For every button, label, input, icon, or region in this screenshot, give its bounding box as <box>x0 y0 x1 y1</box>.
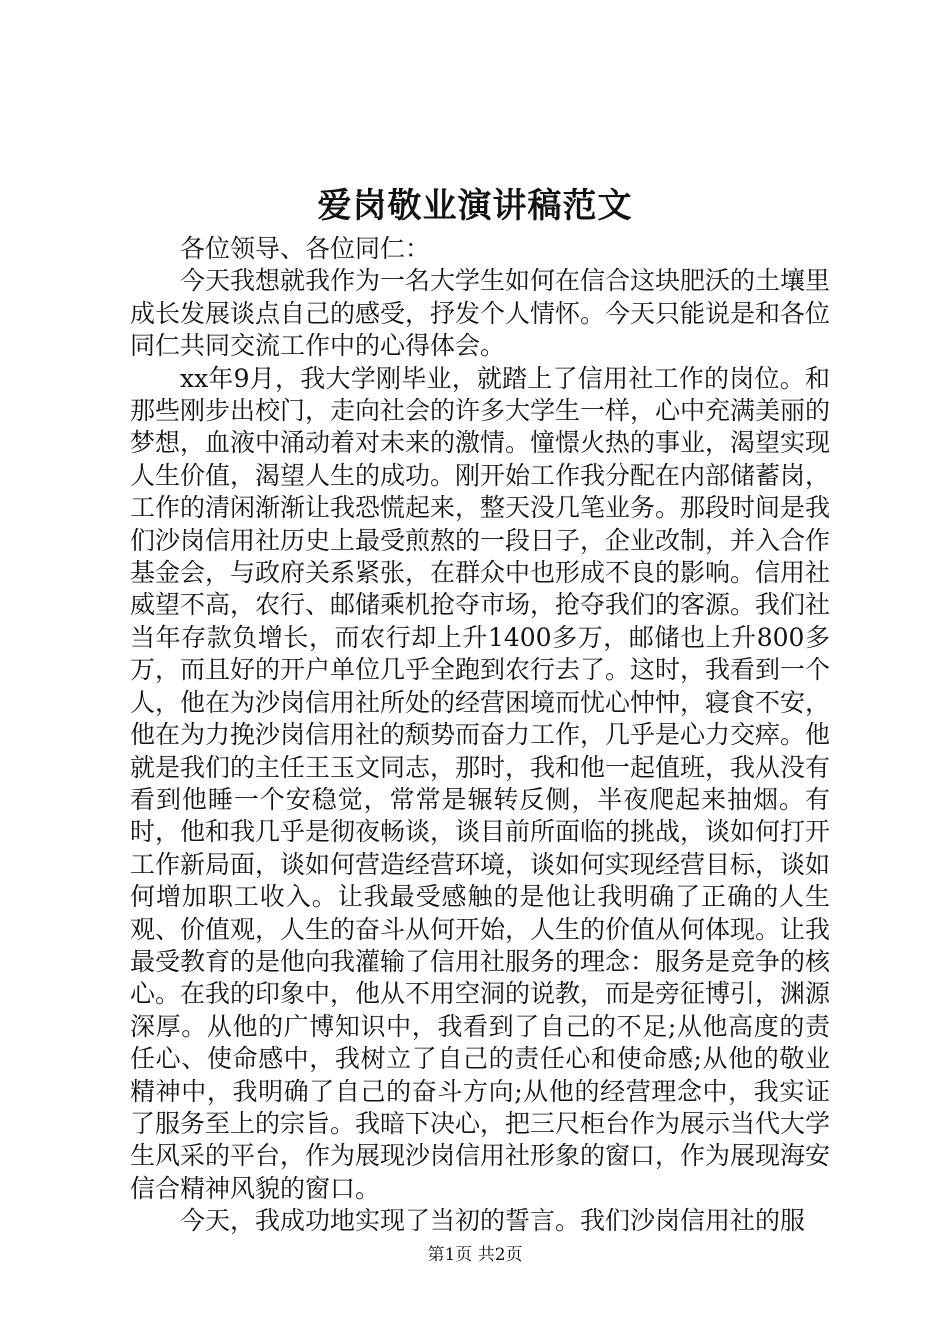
paragraph-intro: 今天我想就我作为一名大学生如何在信合这块肥沃的土壤里成长发展谈点自己的感受，抒发个人情怀。今天只能说是和各位同仁共同交流工作中的心得体会。 <box>130 266 831 361</box>
document-title: 爱岗敬业演讲稿范文 <box>317 186 633 226</box>
paragraph-today: 今天，我成功地实现了当初的誓言。我们沙岗信用社的服 <box>180 1206 806 1236</box>
paragraph-salutation: 各位领导、各位同仁： <box>180 234 431 263</box>
page-number-footer: 第1页 共2页 <box>427 1245 523 1265</box>
document-body <box>130 233 830 1238</box>
paragraph-story: xx年9月，我大学刚毕业，就踏上了信用社工作的岗位。和那些刚步出校门，走向社会的许多大学生一样，心中充满美丽的梦想，血液中涌动着对未来的激情。憧憬火热的事业，渴望实现人生价值，渴望人生的成功。刚开始工作我分配在内部储蓄岗，工作的清闲渐渐让我恐慌起来，整天没几笔业务。那段时间是我们沙岗信用社历史上最受煎熬的一段日子，企业改制，并入合作基金会，与政府关系紧张，在群众中也形成不良的影响。信用社威望不高，农行、邮储乘机抢夺市场，抢夺我们的客源。我们社当年存款负增长，而农行却上升1400多万，邮储也上升800多万，而且好的开户单位几乎全跑到农行去了。这时，我看到一个人，他在为沙岗信用社所处的经营困境而忧心忡忡，寝食不安，他在为力挽沙岗信用社的颓势而奋力工作，几乎是心力交瘁。他就是我们的主任王玉文同志，那时，我和他一起值班，我从没有看到他睡一个安稳觉，常常是辗转反侧，半夜爬起来抽烟。有时，他和我几乎是彻夜畅谈，谈目前所面临的挑战，谈如何打开工作新局面，谈如何营造经营环境，谈如何实现经营目标，谈如何增加职工收入。让我最受感触的是他让我明确了正确的人生观、价值观，人生的奋斗从何开始，人生的价值从何体现。让我最受教育的是他向我灌输了信用社服务的理念：服务是竞争的核心。在我的印象中，他从不用空洞的说教，而是旁征博引，渊源深厚。从他的广博知识中，我看到了自己的不足;从他高度的责任心、使命感中，我树立了自己的责任心和使命感;从他的敬业精神中，我明确了自己的奋斗方向;从他的经营理念中，我实证了服务至上的宗旨。我暗下决心，把三尺柜台作为展示当代大学生风采的平台，作为展现沙岗信用社形象的窗口，作为展现海安信合精神风貌的窗口。 <box>130 363 831 1203</box>
